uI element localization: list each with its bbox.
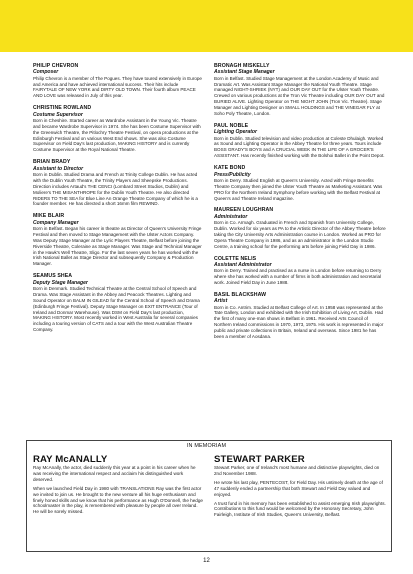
bio-name: MIKE BLAIR	[33, 213, 65, 220]
bio-role: Assistant Administrator	[214, 261, 272, 268]
yellow-header-band	[0, 0, 413, 52]
bio-name: SEAMUS SHEA	[33, 273, 73, 280]
bio-text: Born in Belfast. Began his career in theatre as Director of Queen's University Fringe Festival and then moved to Stage Management with the Ulster Actors Company. Was Deputy Stage Manager at the Lyric Players Theatre, Belfast before joining the Riverside Theatre, Coleraine as Stage Manager. Was Stage and Technical Manager in the Hawk's Well Theatre, Sligo. For the last seven years he has worked with the Irish National Ballet as Stage Director and subsequently Company & Production Manager.	[33, 225, 202, 267]
bio-name: COLETTE NELIS	[214, 255, 257, 262]
right-bio-column	[214, 63, 386, 346]
bio-text: Born in Cheshire. Started career as Wardrobe Assistant in the Young Vic. Theatre and became Wardrobe Supervisor in 1974. She has been Costume Supervisor with the Greenwich Theatre, the Pitlochry Theatre Festival, on opera productions at the Edinburgh Festival and on various West End shows. She was also Costume Supervisor on Field Day's last production, MAKING HISTORY and is currently Costume Supervisor at the Royal National Theatre.	[33, 117, 201, 153]
bio-role: Lighting Operator	[214, 129, 258, 136]
bio-basil-blackshaw	[214, 292, 386, 340]
bio-role: Costume Supervisor	[33, 111, 83, 118]
left-bio-column	[33, 63, 203, 339]
memoriam-paragraph: Stewart Parker, one of Ireland's most humane and distinctive playwrights, died on 2nd November 1988.	[214, 465, 380, 476]
bio-name: PAUL NOBLE	[214, 122, 249, 129]
bio-text: Born in Belfast. Studied Stage Management at the London Academy of Music and Dramatic Art. Was Assistant Stage Manager the National Youth Theatre. Stage managed NIGHT-SHRIEK (NYT) and OUR DAY OUT for the Ulster Youth Theatre. Crewed on various productions at the Tron Vic Theatre including OUR DAY OUT and BURIED ALIVE. Lighting Operator on THE NIGHT JOHN (Tron Vic. Theatre). Stage Manager and Lighting Designer on SMALL HOLDINGS and THE VINEGAR FLY at Soho Poly Theatre, London.	[214, 75, 385, 117]
bio-kate-bond	[214, 165, 386, 201]
bio-philip-chevron	[33, 63, 203, 99]
memoriam-paragraph: He wrote his last play, PENTECOST, for Field Day. His untimely death at the age of 47 suddenly ended a partnership that both Stewart and Field Day valued and enjoyed.	[214, 479, 383, 497]
bio-brian-brady	[33, 159, 203, 207]
memoriam-paragraph: Ray McAnally, the actor, died suddenly this year at a point in his career when he was receiving the international respect and acclaim his distinguished work deserved.	[33, 465, 196, 482]
bio-colette-nelis	[214, 256, 386, 286]
bio-text: Born in Co. Antrim. Studied at Belfast College of Art. In 1958 was represented at the Tate Gallery, London and exhibited with the Irish Exhibition of Living Art, Dublin. Had the first of many one-man shows in Belfast in 1961. Received Arts Council of Northern Ireland commissions in 1970, 1973, 1975. His work is represented in major public and private collections in Britain, Ireland and overseas. Since 1981 he has been a member of Aosdana.	[214, 304, 384, 340]
bio-role: Assistant to Director	[33, 165, 84, 172]
bio-name: BRIAN BRADY	[33, 159, 71, 166]
bio-role: Composer	[33, 69, 59, 76]
memoriam-ray-mcanally	[33, 454, 203, 518]
bio-seamus-shea	[33, 273, 203, 333]
bio-text: Born in Derry. Trained and practised as a nurse in London before returning to Derry where she has worked with a number of firms in both administration and secretarial work. Joined Field Day in June 1988.	[214, 268, 382, 285]
bio-name: BASIL BLACKSHAW	[214, 291, 267, 298]
page-number: 12	[203, 558, 210, 564]
bio-name: MAUREEN LOUGHRAN	[214, 207, 274, 214]
bio-paul-noble	[214, 123, 386, 159]
bio-role: Administrator	[214, 213, 248, 220]
memoriam-stewart-parker	[214, 454, 386, 521]
bio-name: PHILIP CHEVRON	[33, 63, 79, 69]
bio-bronagh-miskelly	[214, 63, 386, 117]
memoriam-name: RAY McANALLY	[33, 454, 108, 465]
bio-text: Philip Chevron is a member of The Pogues. They have toured extensively in Europe and America and have achieved international success. Their hits include FAIRYTALE OF NEW YORK and DIRTY OLD TOWN. Their fourth album PEACE AND LOVE was released in July of this year.	[33, 75, 202, 99]
bio-role: Assistant Stage Manager	[214, 69, 275, 76]
bio-name: KATE BOND	[214, 165, 246, 172]
bio-role: Press/Publicity	[214, 171, 251, 178]
bio-christine-rowland	[33, 105, 203, 153]
memoriam-paragraph: When we launched Field Day in 1980 with TRANSLATIONS Ray was the first actor we invited to join us. He brought to the new venture all his huge enthusiasm and finely honed skills and we know that his performance as Hugh O'Donnell, the hedge schoolmaster in the play, is remembered with pleasure by people all over Ireland. He will be sorely missed.	[33, 485, 203, 515]
in-memoriam-heading: IN MEMORIAM	[186, 443, 227, 449]
bio-role: Artist	[214, 298, 228, 305]
memoriam-paragraph: A trust fund in his memory has been established to assist emerging Irish playwrights. Contributions to this fund would be welcomed by the Honorary Secretary, John Fairleigh, Institute of Irish Studies, Queen's University, Belfast.	[214, 500, 386, 518]
bio-text: Born in Dublin. Studied television and video production at Coleste Dhulaigh. Worked as Sound and Lighting Operator in the Abbey Theatre for three years. Tours include BOSS GRADY'S BOYS and A CRUCIAL WEEK IN THE LIFE OF A GROCER'S ASSISTANT. Has recently finished working with the Bolshoi Ballet in the Point Depot.	[214, 135, 385, 159]
bio-name: CHRISTINE ROWLAND	[33, 105, 92, 112]
bio-text: Born in Denmark. Studied Technical Theatre at the Central School of Speech and Drama. Was Stage Assistant in the Abbey and Peacock Theatres. Lighting and Sound Operator on BALM IN GILEAD for the Central School of Speech and Drama (Edinburgh Fringe Festival). Deputy Stage Manager on EXIT ENTRANCE (Tour of Ireland and Donmar Warehouse). Was DSM on Field Day's last production, MAKING HISTORY. Most recently worked in West Australia for several companies including a touring version of CATS and a tour with the West Australian Theatre Company.	[33, 285, 200, 333]
bio-name: BRONAGH MISKELLY	[214, 63, 270, 69]
bio-text: Born in Dublin. Studied Drama and French at Trinity College Dublin. He has acted with the Dublin Youth Theatre, the Trinity Players and Sheepske Productions. Direction includes Artaud's THE CENCI (Lombard Street Studios, Dublin) and Moliere's THE MISANTHROPE for the Dublin Youth Theatre. He also directed RIDERS TO THE SEA for Blue Line An Orange Theatre Company of which he is a founder member. He has directed a short 16mm film REWIND.	[33, 171, 198, 207]
memoriam-name: STEWART PARKER	[214, 454, 305, 465]
bio-text: Born in Co. Armagh. Graduated in French and Spanish from University College, Dublin. Worked for six years as PA to the Artistic Director of the Abbey Theatre before taking the City University Arts Administration course in London. Worked as PRO for Opera Theatre Company in 1986, and as an administrator in the London Studio Centre, a training school for the performing arts before joining Field Day in 1986.	[214, 220, 386, 249]
bio-role: Deputy Stage Manager	[33, 279, 88, 286]
bio-maureen-loughran	[214, 207, 386, 249]
bio-role: Company Manager	[33, 219, 79, 226]
bio-text: Born in Derry. Studied English at Queen's University. Acted with Fringe Benefits Theatre Company then joined the Ulster Youth Theatre as Marketing Assistant. Was PRO for the Northern Ireland Symphony before working with the Belfast Festival at Queen's and Theatre Ireland magazine.	[214, 177, 383, 201]
bio-mike-blair	[33, 213, 203, 267]
